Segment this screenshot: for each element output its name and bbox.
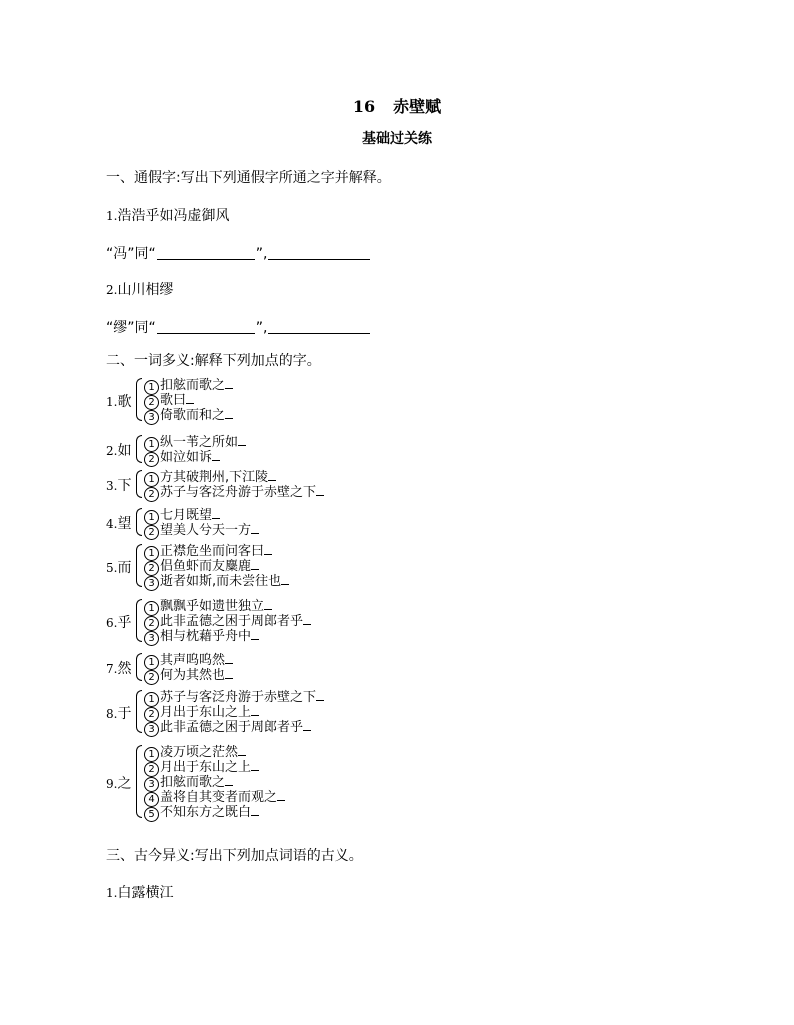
item-text: 此非孟德之困于周郎者乎	[160, 614, 304, 629]
circled-number: 3	[144, 777, 159, 792]
group-char: 如	[117, 443, 132, 459]
s1-answer-2	[106, 317, 371, 337]
polysemy-item	[144, 377, 233, 392]
item-text: 苏子与客泛舟游于赤壁之下	[160, 485, 317, 500]
item-text: 歌曰	[160, 393, 187, 408]
blank-explanation[interactable]	[268, 245, 370, 260]
brace-bracket	[136, 435, 142, 463]
brace-bracket	[136, 378, 142, 421]
group-number: 6.	[106, 615, 118, 630]
brace-bracket	[136, 653, 142, 681]
group-char: 歌	[117, 393, 132, 410]
polysemy-item	[144, 558, 289, 573]
group-char: 望	[117, 516, 132, 532]
blank-char[interactable]	[157, 319, 255, 334]
brace-bracket	[136, 508, 142, 536]
circled-number: 2	[144, 525, 159, 540]
circled-number: 1	[144, 472, 159, 487]
s3-question-1	[106, 882, 173, 902]
answer-prefix: “缪”同“	[106, 320, 156, 336]
polysemy-item	[144, 744, 285, 759]
group-number: 4.	[106, 517, 118, 531]
answer-blank[interactable]	[251, 628, 259, 640]
polysemy-item	[144, 522, 259, 537]
polysemy-item	[144, 507, 259, 522]
item-text: 侣鱼虾而友麋鹿	[160, 559, 252, 574]
question-text: 白露横江	[117, 885, 174, 901]
item-text: 正襟危坐而问客曰	[160, 544, 265, 559]
answer-blank[interactable]	[303, 613, 311, 625]
answer-blank[interactable]	[264, 598, 272, 610]
group-label	[106, 475, 131, 495]
polysemy-item	[144, 804, 285, 819]
section-3-heading: 三、古今异义:写出下列加点词语的古义。	[106, 848, 363, 864]
polysemy-item	[144, 484, 324, 499]
answer-blank[interactable]	[212, 507, 220, 519]
group-char: 于	[117, 705, 132, 722]
circled-number: 1	[144, 655, 159, 670]
group-number: 8.	[106, 706, 118, 721]
answer-prefix: “冯”同“	[106, 246, 156, 262]
answer-blank[interactable]	[316, 484, 324, 496]
blank-explanation[interactable]	[268, 319, 370, 334]
lesson-number: 16	[352, 97, 376, 116]
circled-number: 2	[144, 452, 159, 467]
polysemy-item	[144, 407, 233, 422]
group-label	[106, 440, 131, 460]
page-title	[0, 94, 794, 117]
circled-number: 3	[144, 722, 159, 737]
item-text: 何为其然也	[160, 668, 226, 683]
circled-number: 2	[144, 762, 159, 777]
polysemy-item	[144, 543, 289, 558]
answer-blank[interactable]	[264, 543, 272, 555]
group-number: 1.	[106, 394, 118, 409]
section-2-heading: 二、一词多义:解释下列加点的字。	[106, 353, 321, 369]
circled-number: 3	[144, 631, 159, 646]
answer-blank[interactable]	[251, 558, 259, 570]
answer-blank[interactable]	[268, 469, 276, 481]
section-1-heading: 一、通假字:写出下列通假字所通之字并解释。	[106, 170, 391, 186]
circled-number: 2	[144, 395, 159, 410]
polysemy-item	[144, 789, 285, 804]
answer-blank[interactable]	[251, 759, 259, 771]
item-text: 苏子与客泛舟游于赤壁之下	[160, 690, 317, 705]
group-label	[106, 513, 131, 533]
polysemy-item	[144, 449, 246, 464]
item-text: 七月既望	[160, 508, 213, 523]
item-text: 其声呜呜然	[160, 653, 226, 668]
item-text: 方其破荆州,下江陵	[160, 470, 269, 485]
circled-number: 3	[144, 576, 159, 591]
circled-number: 1	[144, 601, 159, 616]
answer-blank[interactable]	[277, 789, 285, 801]
question-text: 浩浩乎如冯虚御风	[117, 208, 230, 224]
answer-mid: ”,	[255, 320, 268, 336]
circled-number: 2	[144, 487, 159, 502]
answer-mid: ”,	[255, 246, 268, 262]
polysemy-item	[144, 434, 246, 449]
answer-blank[interactable]	[238, 744, 246, 756]
polysemy-item	[144, 628, 311, 643]
item-text: 扣舷而歌之	[160, 775, 226, 790]
circled-number: 3	[144, 410, 159, 425]
answer-blank[interactable]	[186, 392, 194, 404]
item-text: 扣舷而歌之	[160, 378, 226, 393]
group-label	[106, 557, 131, 577]
item-text: 月出于东山之上	[160, 760, 252, 775]
item-text: 此非孟德之困于周郎者乎	[160, 720, 304, 735]
blank-char[interactable]	[157, 245, 255, 260]
answer-blank[interactable]	[238, 434, 246, 446]
circled-number: 1	[144, 510, 159, 525]
page-subtitle: 基础过关练	[362, 131, 432, 147]
brace-bracket	[136, 599, 142, 642]
item-text: 逝者如斯,而未尝往也	[160, 574, 282, 589]
brace-bracket	[136, 690, 142, 733]
group-number: 5.	[106, 560, 118, 575]
answer-blank[interactable]	[225, 652, 233, 664]
item-text: 纵一苇之所如	[160, 435, 239, 450]
answer-blank[interactable]	[212, 449, 220, 461]
question-number: 2.	[106, 283, 118, 297]
circled-number: 1	[144, 747, 159, 762]
brace-bracket	[136, 745, 142, 818]
question-number: 1.	[106, 886, 118, 900]
polysemy-item	[144, 719, 324, 734]
lesson-title: 赤壁赋	[393, 97, 442, 116]
group-label	[106, 773, 131, 793]
group-char: 而	[117, 559, 132, 576]
polysemy-item	[144, 598, 311, 613]
item-text: 盖将自其变者而观之	[160, 790, 278, 805]
brace-bracket	[136, 544, 142, 587]
answer-blank[interactable]	[225, 667, 233, 679]
group-char: 然	[117, 661, 132, 677]
polysemy-item	[144, 392, 233, 407]
polysemy-item	[144, 573, 289, 588]
group-label	[106, 658, 131, 678]
polysemy-item	[144, 469, 324, 484]
answer-blank[interactable]	[281, 573, 289, 585]
item-text: 如泣如诉	[160, 450, 213, 465]
circled-number: 4	[144, 792, 159, 807]
answer-blank[interactable]	[251, 704, 259, 716]
group-number: 7.	[106, 662, 118, 676]
circled-number: 2	[144, 616, 159, 631]
answer-blank[interactable]	[225, 377, 233, 389]
brace-bracket	[136, 470, 142, 498]
polysemy-item	[144, 759, 285, 774]
circled-number: 2	[144, 670, 159, 685]
answer-blank[interactable]	[303, 719, 311, 731]
circled-number: 5	[144, 807, 159, 822]
item-text: 倚歌而和之	[160, 408, 226, 423]
answer-blank[interactable]	[251, 522, 259, 534]
circled-number: 1	[144, 380, 159, 395]
polysemy-item	[144, 652, 233, 667]
item-text: 相与枕藉乎舟中	[160, 629, 252, 644]
polysemy-item	[144, 689, 324, 704]
question-text: 山川相缪	[117, 282, 174, 298]
question-number: 1.	[106, 209, 118, 223]
circled-number: 1	[144, 692, 159, 707]
polysemy-item	[144, 774, 285, 789]
group-char: 乎	[117, 614, 132, 631]
answer-blank[interactable]	[251, 804, 259, 816]
group-label	[106, 612, 131, 632]
circled-number: 2	[144, 561, 159, 576]
item-text: 飘飘乎如遗世独立	[160, 599, 265, 614]
polysemy-item	[144, 613, 311, 628]
item-text: 望美人兮天一方	[160, 523, 252, 538]
item-text: 不知东方之既白	[160, 805, 252, 820]
group-label	[106, 391, 131, 411]
circled-number: 1	[144, 546, 159, 561]
group-char: 之	[117, 775, 132, 792]
polysemy-item	[144, 667, 233, 682]
answer-blank[interactable]	[225, 774, 233, 786]
group-label	[106, 703, 131, 723]
answer-blank[interactable]	[316, 689, 324, 701]
group-char: 下	[117, 478, 132, 494]
group-number: 9.	[106, 776, 118, 791]
s1-answer-1	[106, 243, 371, 263]
s1-question-2	[106, 279, 173, 299]
group-number: 2.	[106, 444, 118, 458]
polysemy-item	[144, 704, 324, 719]
s1-question-1	[106, 205, 229, 225]
circled-number: 1	[144, 437, 159, 452]
circled-number: 2	[144, 707, 159, 722]
answer-blank[interactable]	[225, 407, 233, 419]
item-text: 月出于东山之上	[160, 705, 252, 720]
group-number: 3.	[106, 479, 118, 493]
item-text: 凌万顷之茫然	[160, 745, 239, 760]
